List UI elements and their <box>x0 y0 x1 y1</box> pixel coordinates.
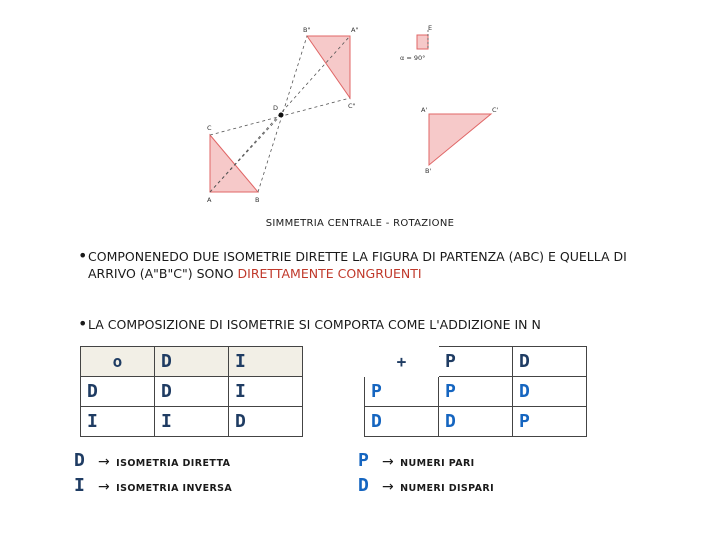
bullet-direct-congruence <box>78 248 638 282</box>
operator-cell: + <box>396 352 407 371</box>
table-cell: D <box>513 377 587 407</box>
triangle-a2b2c2 <box>307 36 350 98</box>
arrow-icon: → <box>98 479 111 495</box>
column-header: P <box>439 347 513 377</box>
parity-addition-table <box>364 346 587 437</box>
parity-legend <box>358 448 494 498</box>
bullet1-highlight: DIRETTAMENTE CONGRUENTI <box>237 266 422 281</box>
arrow-icon: → <box>382 479 395 495</box>
label-b: B <box>255 196 260 204</box>
legend-meaning: NUMERI PARI <box>400 458 475 469</box>
isometry-legend <box>74 448 232 498</box>
arrow-icon: → <box>382 454 395 470</box>
label-a2: A" <box>351 26 359 34</box>
triangle-abc <box>210 135 258 192</box>
table-cell: P <box>513 407 587 437</box>
label-d: D <box>273 104 279 112</box>
label-a: A <box>207 196 212 204</box>
label-e: E <box>428 24 433 32</box>
label-b2: B" <box>303 26 311 34</box>
legend-symbol: D <box>358 475 370 496</box>
row-header: I <box>81 407 155 437</box>
legend-row <box>74 448 232 473</box>
legend-row <box>358 473 494 498</box>
label-b1: B' <box>425 167 432 175</box>
center-point-d <box>279 113 284 118</box>
table-cell: I <box>229 377 303 407</box>
bullet-composition <box>78 316 638 333</box>
label-c2: C" <box>348 102 356 110</box>
legend-symbol: P <box>358 450 370 471</box>
bullet-text <box>78 248 638 282</box>
legend-row <box>74 473 232 498</box>
label-a1: A' <box>421 106 428 114</box>
rotation-triangle-top <box>417 35 428 49</box>
row-header: D <box>365 407 439 437</box>
legend-meaning: NUMERI DISPARI <box>400 483 495 494</box>
column-header: D <box>513 347 587 377</box>
operator-cell: o <box>81 347 155 377</box>
bullet-dot: • <box>78 246 88 265</box>
table-cell: D <box>229 407 303 437</box>
geometry-figure <box>195 20 525 210</box>
figure-caption: SIMMETRIA CENTRALE - ROTAZIONE <box>265 218 455 229</box>
isometry-composition-table <box>80 346 303 437</box>
table-cell: P <box>439 377 513 407</box>
column-header: D <box>155 347 229 377</box>
table-cell: D <box>439 407 513 437</box>
table-cell: I <box>155 407 229 437</box>
legend-symbol: I <box>74 475 86 496</box>
row-header: D <box>81 377 155 407</box>
bullet2-text: LA COMPOSIZIONE DI ISOMETRIE SI COMPORTA COME L'ADDIZIONE IN N <box>88 317 541 332</box>
arrow-icon: → <box>98 454 111 470</box>
legend-meaning: ISOMETRIA DIRETTA <box>116 458 231 469</box>
legend-meaning: ISOMETRIA INVERSA <box>116 483 233 494</box>
bullet-dot: • <box>78 314 88 333</box>
legend-symbol: D <box>74 450 86 471</box>
triangle-a1b1c1 <box>429 114 491 165</box>
table-cell: D <box>155 377 229 407</box>
label-c1: C' <box>492 106 499 114</box>
bullet1-text: COMPONENEDO DUE ISOMETRIE DIRETTE LA FIGURA DI PARTENZA (ABC) E QUELLA DI ARRIVO (A"B"C") SONO <box>88 249 627 281</box>
row-header: P <box>365 377 439 407</box>
label-c: C <box>207 124 212 132</box>
label-angle: α = 90° <box>400 54 426 62</box>
legend-row <box>358 448 494 473</box>
column-header: I <box>229 347 303 377</box>
